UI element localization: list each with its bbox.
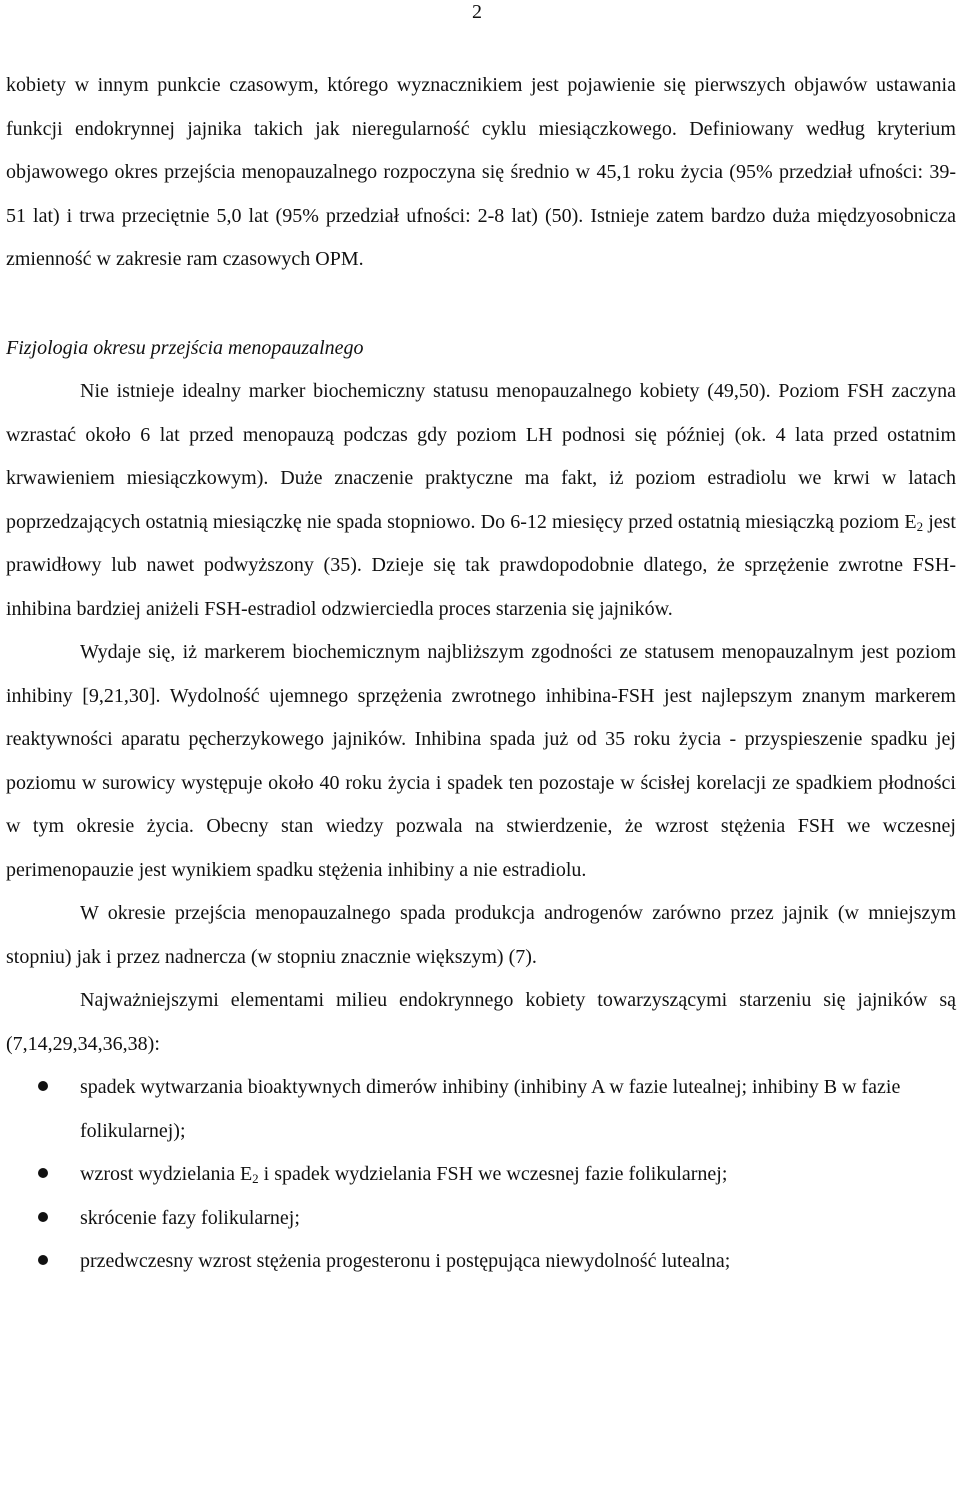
paragraph-opm-timing: kobiety w innym punkcie czasowym, którego wyznacznikiem jest pojawienie się pierwszych objawów ustawania funkcji endokrynnej jajnika takich jak nieregularność cyklu miesiączkowego. Definiowany według kryterium objawowego okres przejścia menopauzalnego rozpoczyna się średnio w 45,1 roku życia (95% przedział ufności: 39-51 lat) i trwa przeciętnie 5,0 lat (95% przedział ufności: 2-8 lat) (50). Istnieje zatem bardzo duża międzyosobnicza zmienność w zakresie ram czasowych OPM. — [6, 74, 956, 270]
list-item — [6, 1153, 956, 1197]
paragraph-endocrine-milieu: Najważniejszymi elementami milieu endokrynnego kobiety towarzyszącymi starzeniu się jajników są (7,14,29,34,36,38): — [6, 989, 956, 1055]
paragraph-biochemical-marker-part1: Nie istnieje idealny marker biochemiczny statusu menopauzalnego kobiety (49,50). Poziom FSH zaczyna wzrastać około 6 lat przed menopauzą podczas gdy poziom LH podnosi się później (ok. 4 lata przed ostatnim krwawieniem miesiączkowym). Duże znaczenie praktyczne ma fakt, iż poziom estradiolu we krwi w latach poprzedzających ostatnią miesiączkę nie spada stopniowo. Do 6-12 miesięcy przed ostatnią miesiączką poziom E — [6, 380, 956, 533]
bullet-list — [6, 1066, 956, 1284]
list-item — [6, 1240, 956, 1284]
list-item — [6, 1066, 956, 1153]
list-item — [6, 1197, 956, 1241]
estradiol-subscript: 2 — [916, 518, 924, 534]
section-heading: Fizjologia okresu przejścia menopauzalnego — [6, 336, 364, 359]
bullet-icon — [38, 1168, 48, 1178]
paragraph-inhibin: Wydaje się, iż markerem biochemicznym najbliższym zgodności ze statusem menopauzalnym jest poziom inhibiny [9,21,30]. Wydolność ujemnego sprzężenia zwrotnego inhibina-FSH jest najlepszym znanym markerem reaktywności aparatu pęcherzykowego jajników. Inhibina spada już od 35 roku życia - przyspieszenie spadku jej poziomu w surowicy występuje około 40 roku życia i spadek ten pozostaje w ścisłej korelacji ze spadkiem płodności w tym okresie życia. Obecny stan wiedzy pozwala na stwierdzenie, że wzrost stężenia FSH we wczesnej perimenopauzie jest wynikiem spadku stężenia inhibiny a nie estradiolu. — [6, 641, 956, 881]
bullet-icon — [38, 1255, 48, 1265]
paragraph-biochemical-marker — [6, 370, 956, 631]
page-number: 2 — [472, 1, 482, 23]
document-body — [6, 64, 956, 1284]
list-item-text: przedwczesny wzrost stężenia progesteronu i postępująca niewydolność lutealna; — [80, 1250, 731, 1272]
list-item-text: spadek wytwarzania bioaktywnych dimerów inhibiny (inhibiny A w fazie lutealnej; inhibiny B w fazie folikularnej); — [80, 1076, 901, 1142]
bullet-icon — [38, 1212, 48, 1222]
list-item-text-part2: i spadek wydzielania FSH we wczesnej fazie folikularnej; — [258, 1163, 728, 1185]
bullet-icon — [38, 1081, 48, 1091]
list-item-text-part1: wzrost wydzielania E — [80, 1163, 253, 1185]
paragraph-androgens: W okresie przejścia menopauzalnego spada produkcja androgenów zarówno przez jajnik (w mniejszym stopniu) jak i przez nadnercza (w stopniu znacznie większym) (7). — [6, 902, 956, 968]
paragraph-biochemical-marker-part2: jest prawidłowy lub nawet podwyższony (35). Dzieje się tak prawdopodobnie dlatego, że sprzężenie zwrotne FSH-inhibina bardziej aniżeli FSH-estradiol odzwierciedla proces starzenia się jajników. — [6, 510, 956, 620]
estradiol-subscript: 2 — [252, 1171, 259, 1186]
list-item-text: skrócenie fazy folikularnej; — [80, 1206, 300, 1229]
